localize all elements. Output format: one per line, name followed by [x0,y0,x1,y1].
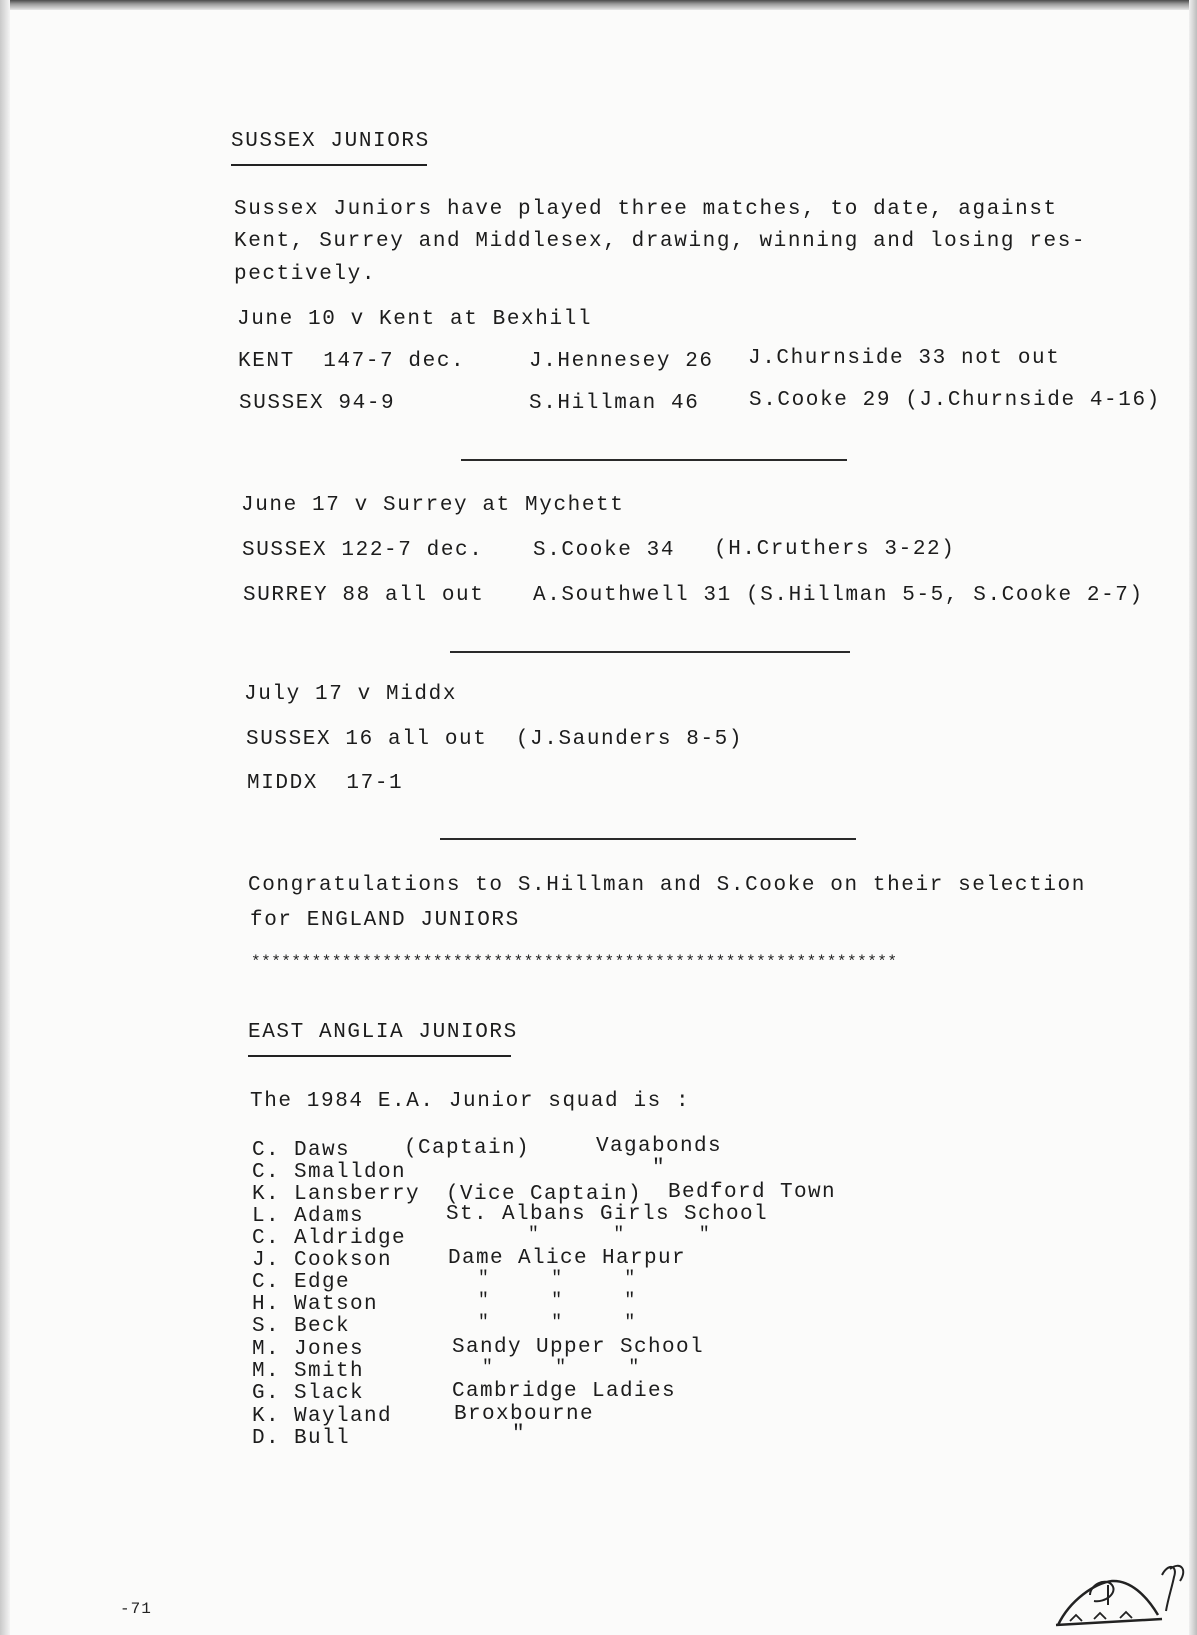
sussex-intro-line-3: pectively. [234,263,377,286]
squad-name: S. Beck [252,1315,351,1338]
squad-club: " " " [482,1358,641,1378]
match1-row1-player2: J.Churnside 33 not out [748,347,1061,370]
sussex-intro-line-1: Sussex Juniors have played three matches, to date, against [234,198,1058,221]
match1-row2-player2: S.Cooke 29 (J.Churnside 4-16) [749,389,1161,412]
squad-row [252,1291,637,1316]
sussex-intro-line-2: Kent, Surrey and Middlesex, drawing, winning and losing res- [234,230,1087,253]
squad-name: C. Aldridge [252,1227,407,1250]
squad-name: C. Daws [252,1139,351,1162]
match1-row1-team: KENT 147-7 dec. [238,350,466,373]
squad-row [252,1203,769,1228]
match1-row2-team: SUSSEX 94-9 [239,392,396,415]
squad-club: Vagabonds [596,1135,723,1158]
squad-club: " [652,1157,667,1180]
squad-name: M. Jones [252,1338,365,1361]
match3-divider [440,838,856,840]
squad-row [252,1380,677,1405]
match2-row2-player1: A.Southwell 31 (S.Hillman 5-5, S.Cooke 2-7) [533,584,1144,607]
squad-club: Broxbourne [454,1403,595,1426]
squad-club: Bedford Town [668,1181,837,1204]
squad-name: C. Smalldon [252,1161,407,1184]
match1-row1-player1: J.Hennesey 26 [529,350,714,373]
hand-drawn-doodle [1050,1555,1190,1630]
page-right-edge [1189,0,1197,1635]
sussex-heading-underline [231,164,427,166]
squad-row [252,1336,705,1361]
squad-club: " " " [478,1291,637,1311]
squad-row [252,1247,687,1272]
squad-name: L. Adams [252,1205,365,1228]
page-top-edge [0,0,1197,10]
squad-row [252,1403,595,1428]
congrats-line-1: Congratulations to S.Hillman and S.Cooke on their selection [248,874,1086,897]
east-anglia-heading-underline [248,1055,511,1057]
squad-club: Sandy Upper School [452,1336,705,1359]
congrats-line-2: for ENGLAND JUNIORS [250,909,520,932]
squad-name: C. Edge [252,1271,351,1294]
match2-divider [450,651,850,653]
match2-row1-team: SUSSEX 122-7 dec. [242,539,484,562]
sussex-heading: SUSSEX JUNIORS [231,130,430,153]
squad-club: " " " [478,1269,637,1289]
match2-row1-player1: S.Cooke 34 [533,539,676,562]
squad-role: (Captain) [404,1137,531,1160]
squad-row [252,1358,641,1383]
squad-club: " [512,1423,527,1446]
match3-row1: SUSSEX 16 all out (J.Saunders 8-5) [246,728,744,751]
squad-row [252,1225,712,1250]
squad-club: Cambridge Ladies [452,1380,677,1403]
squad-row [252,1269,637,1294]
squad-name: K. Wayland [252,1405,393,1428]
squad-club: St. Albans Girls School [446,1203,769,1226]
match1-divider [461,459,847,461]
squad-row [252,1135,723,1162]
squad-row [252,1181,837,1206]
squad-role: (Vice Captain) [446,1183,643,1206]
page-number: -71 [120,1600,152,1618]
squad-name: K. Lansberry [252,1183,421,1206]
squad-name: M. Smith [252,1360,365,1383]
match3-row2: MIDDX 17-1 [247,772,404,795]
match1-row2-player1: S.Hillman 46 [529,392,700,415]
east-anglia-heading: EAST ANGLIA JUNIORS [248,1021,518,1044]
squad-club: Dame Alice Harpur [448,1247,687,1270]
asterisk-separator: **************************************************************** [251,953,898,971]
squad-intro: The 1984 E.A. Junior squad is : [250,1090,691,1113]
squad-row [252,1423,527,1450]
match1-title: June 10 v Kent at Bexhill [237,308,593,331]
match2-row1-player2: (H.Cruthers 3-22) [714,538,956,561]
squad-name: D. Bull [252,1427,351,1450]
match3-title: July 17 v Middx [244,683,458,706]
squad-club: " " " [528,1225,712,1245]
squad-row [252,1313,637,1338]
match2-row2-team: SURREY 88 all out [243,584,485,607]
squad-row [252,1157,667,1184]
page-left-edge [0,0,10,1635]
squad-name: G. Slack [252,1382,365,1405]
match2-title: June 17 v Surrey at Mychett [241,494,625,517]
squad-name: H. Watson [252,1293,379,1316]
squad-club: " " " [478,1313,637,1333]
squad-name: J. Cookson [252,1249,393,1272]
